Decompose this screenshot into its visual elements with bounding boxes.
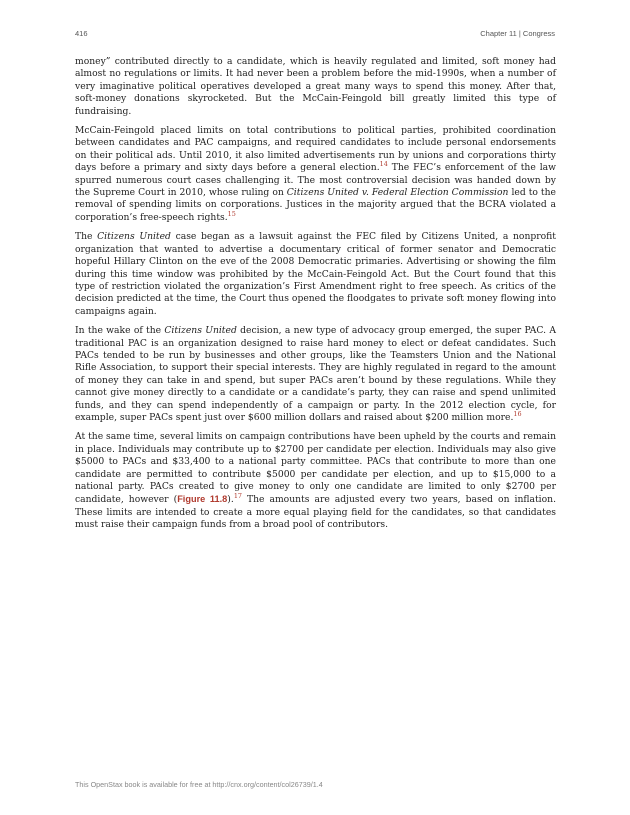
case-name: Citizens United <box>97 231 171 243</box>
footnote-ref-17[interactable]: 17 <box>233 492 242 501</box>
page-number: 416 <box>75 29 88 38</box>
paragraph-citizens-united <box>75 231 556 318</box>
footnote-ref-15[interactable]: 15 <box>227 209 236 218</box>
paragraph-text: McCain-Feingold placed limits on total contributions to political parties, prohibited coordination between candidates and PAC campaigns, and required candidates to include personal endorsements on their political ads. Until 2010, it also limited advertisements run by unions and corporations thirty days before a primary and sixty days before a general election. <box>75 125 556 174</box>
page-header <box>75 29 555 41</box>
page-footer: This OpenStax book is available for free at http://cnx.org/content/col26739/1.4 <box>75 780 323 789</box>
paragraph-contribution-limits <box>75 431 556 531</box>
paragraph-text: ). <box>227 494 234 506</box>
case-name: Citizens United v. Federal Election Commission <box>286 187 509 199</box>
chapter-title: Chapter 11 | Congress <box>480 29 555 38</box>
paragraph-text: led to the removal of spending limits on corporations. Justices in the majority argued that the BCRA violated a corporation’s free-speech rights. <box>75 187 556 223</box>
figure-reference-link[interactable]: Figure 11.8 <box>177 494 228 505</box>
paragraph-text: In the wake of the <box>75 325 165 337</box>
paragraph-mccain-feingold <box>75 125 556 224</box>
footnote-ref-16[interactable]: 16 <box>513 409 522 418</box>
paragraph-text: case began as a lawsuit against the FEC filed by Citizens United, a nonprofit organization that wanted to advertise a documentary critical of former senator and Democratic hopeful Hillary Clinton on the eve of the 2008 Democratic primaries. Advertising or showing the film during this time window was prohibited by the McCain-Feingold Act. But the Court found that this type of restriction violated the organization’s First Amendment right to free speech. As critics of the decision predicted at the time, the Court thus opened the floodgates to private soft money flowing into campaigns again. <box>75 231 557 317</box>
paragraph-text: The amounts are adjusted every two years, based on inflation. These limits are intended to create a more equal playing field for the candidates, so that candidates must raise their campaign funds from a broad pool of contributors. <box>75 494 556 531</box>
paragraph-soft-money: money” contributed directly to a candidate, which is heavily regulated and limited, soft money had almost no regulations or limits. It had never been a problem before the mid-1990s, when a number of very imaginative political operatives developed a great many ways to spend this money. After that, soft-money donations skyrocketed. But the McCain-Feingold bill greatly limited this type of fundraising. <box>75 56 556 117</box>
paragraph-super-pac <box>75 325 556 424</box>
paragraph-text: The <box>75 231 98 243</box>
case-name: Citizens United <box>164 325 237 337</box>
paragraph-text: decision, a new type of advocacy group emerged, the super PAC. A traditional PAC is an organization designed to raise hard money to elect or defeat candidates. Such PACs tended to be run by businesses and other groups, like the Teamsters Union and the National Rifle Association, to support their special interests. They are highly regulated in regard to the amount of money they can take in and spend, but super PACs aren’t bound by these regulations. While they cannot give money directly to a candidate or a candidate’s party, they can raise and spend unlimited funds, and they can spend independently of a campaign or party. In the 2012 election cycle, for example, super PACs spent just over $600 million dollars and raised about $200 million more. <box>75 325 556 423</box>
footnote-ref-14[interactable]: 14 <box>379 160 388 169</box>
main-content <box>75 56 556 532</box>
paragraph-text: At the same time, several limits on campaign contributions have been upheld by the courts and remain in place. Individuals may contribute up to $2700 per candidate per election. Individuals may also give $5000 to PACs and $33,400 to a national party committee. PACs that contribute to more than one candidate are permitted to contribute $5000 per candidate per election, and up to $15,000 to a national party. PACs created to give money to only one candidate are limited to only $2700 per candidate, however ( <box>75 431 556 506</box>
paragraph-text: The FEC’s enforcement of the law spurred numerous court cases challenging it. The most controversial decision was handed down by the Supreme Court in 2010, whose ruling on <box>75 162 557 199</box>
